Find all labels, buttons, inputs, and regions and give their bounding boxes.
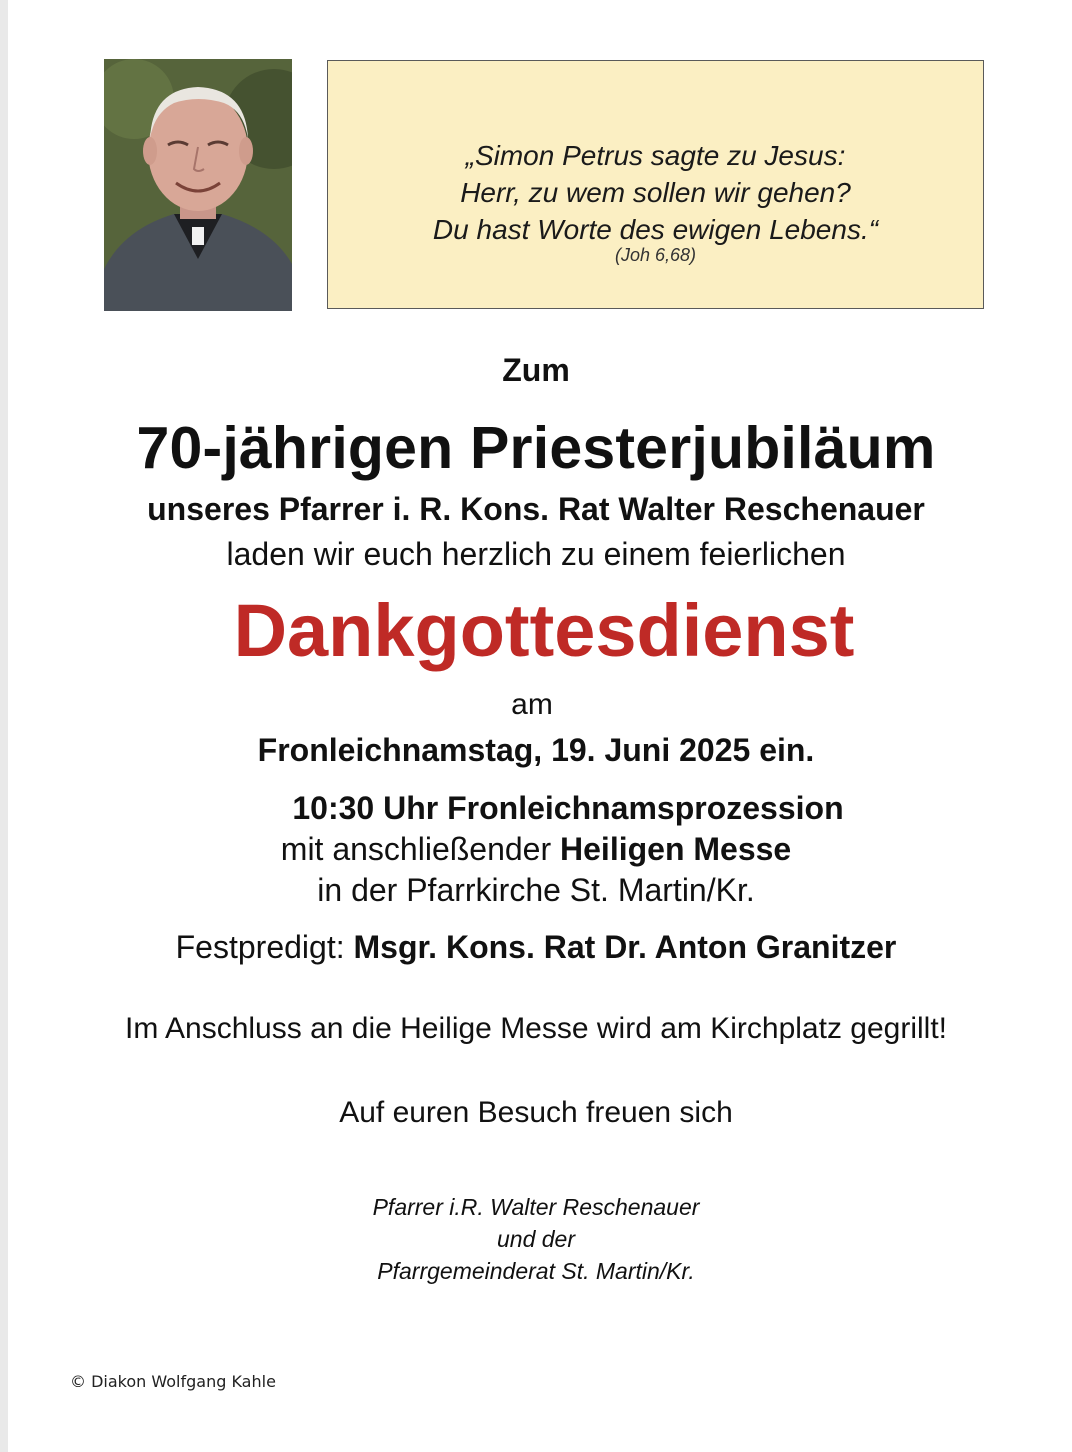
- am-text: am: [511, 688, 553, 721]
- headline: 70-jährigen Priesterjubiläum: [136, 415, 936, 481]
- quote-line-2: Herr, zu wem sollen wir gehen?: [460, 177, 851, 208]
- quote-text: [328, 137, 983, 248]
- procession-line: 10:30 Uhr Fronleichnamsprozession: [292, 790, 844, 826]
- invite-line: laden wir euch herzlich zu einem feierlichen: [226, 536, 846, 572]
- sermon-label: Festpredigt:: [175, 929, 354, 965]
- quote-line-3: Du hast Worte des ewigen Lebens.“: [432, 214, 879, 245]
- honoree-line: unseres Pfarrer i. R. Kons. Rat Walter Reschenauer: [147, 491, 925, 527]
- bible-quote-box: [327, 60, 984, 309]
- sermon-speaker: Msgr. Kons. Rat Dr. Anton Granitzer: [353, 929, 897, 965]
- mass-prefix: mit anschließender: [280, 831, 561, 867]
- signature-line-3: Pfarrgemeinderat St. Martin/Kr.: [377, 1258, 695, 1284]
- intro-text: Zum: [502, 352, 570, 388]
- location-line: in der Pfarrkirche St. Martin/Kr.: [317, 872, 755, 908]
- signature-line-2: und der: [496, 1226, 575, 1252]
- grill-note: Im Anschluss an die Heilige Messe wird am Kirchplatz gegrillt!: [125, 1012, 947, 1045]
- quote-line-1: „Simon Petrus sagte zu Jesus:: [465, 140, 846, 171]
- quote-reference: (Joh 6,68): [614, 245, 697, 265]
- closing-line: Auf euren Besuch freuen sich: [339, 1096, 733, 1129]
- date-line: Fronleichnamstag, 19. Juni 2025 ein.: [257, 732, 815, 768]
- event-title: Dankgottesdienst: [233, 589, 855, 672]
- mass-line: [0, 831, 1072, 868]
- sermon-line: [0, 929, 1072, 966]
- copyright-note: © Diakon Wolfgang Kahle: [70, 1372, 276, 1391]
- mass-bold: Heiligen Messe: [560, 831, 792, 867]
- priest-portrait-photo: [104, 59, 292, 311]
- signature-line-1: Pfarrer i.R. Walter Reschenauer: [372, 1194, 700, 1220]
